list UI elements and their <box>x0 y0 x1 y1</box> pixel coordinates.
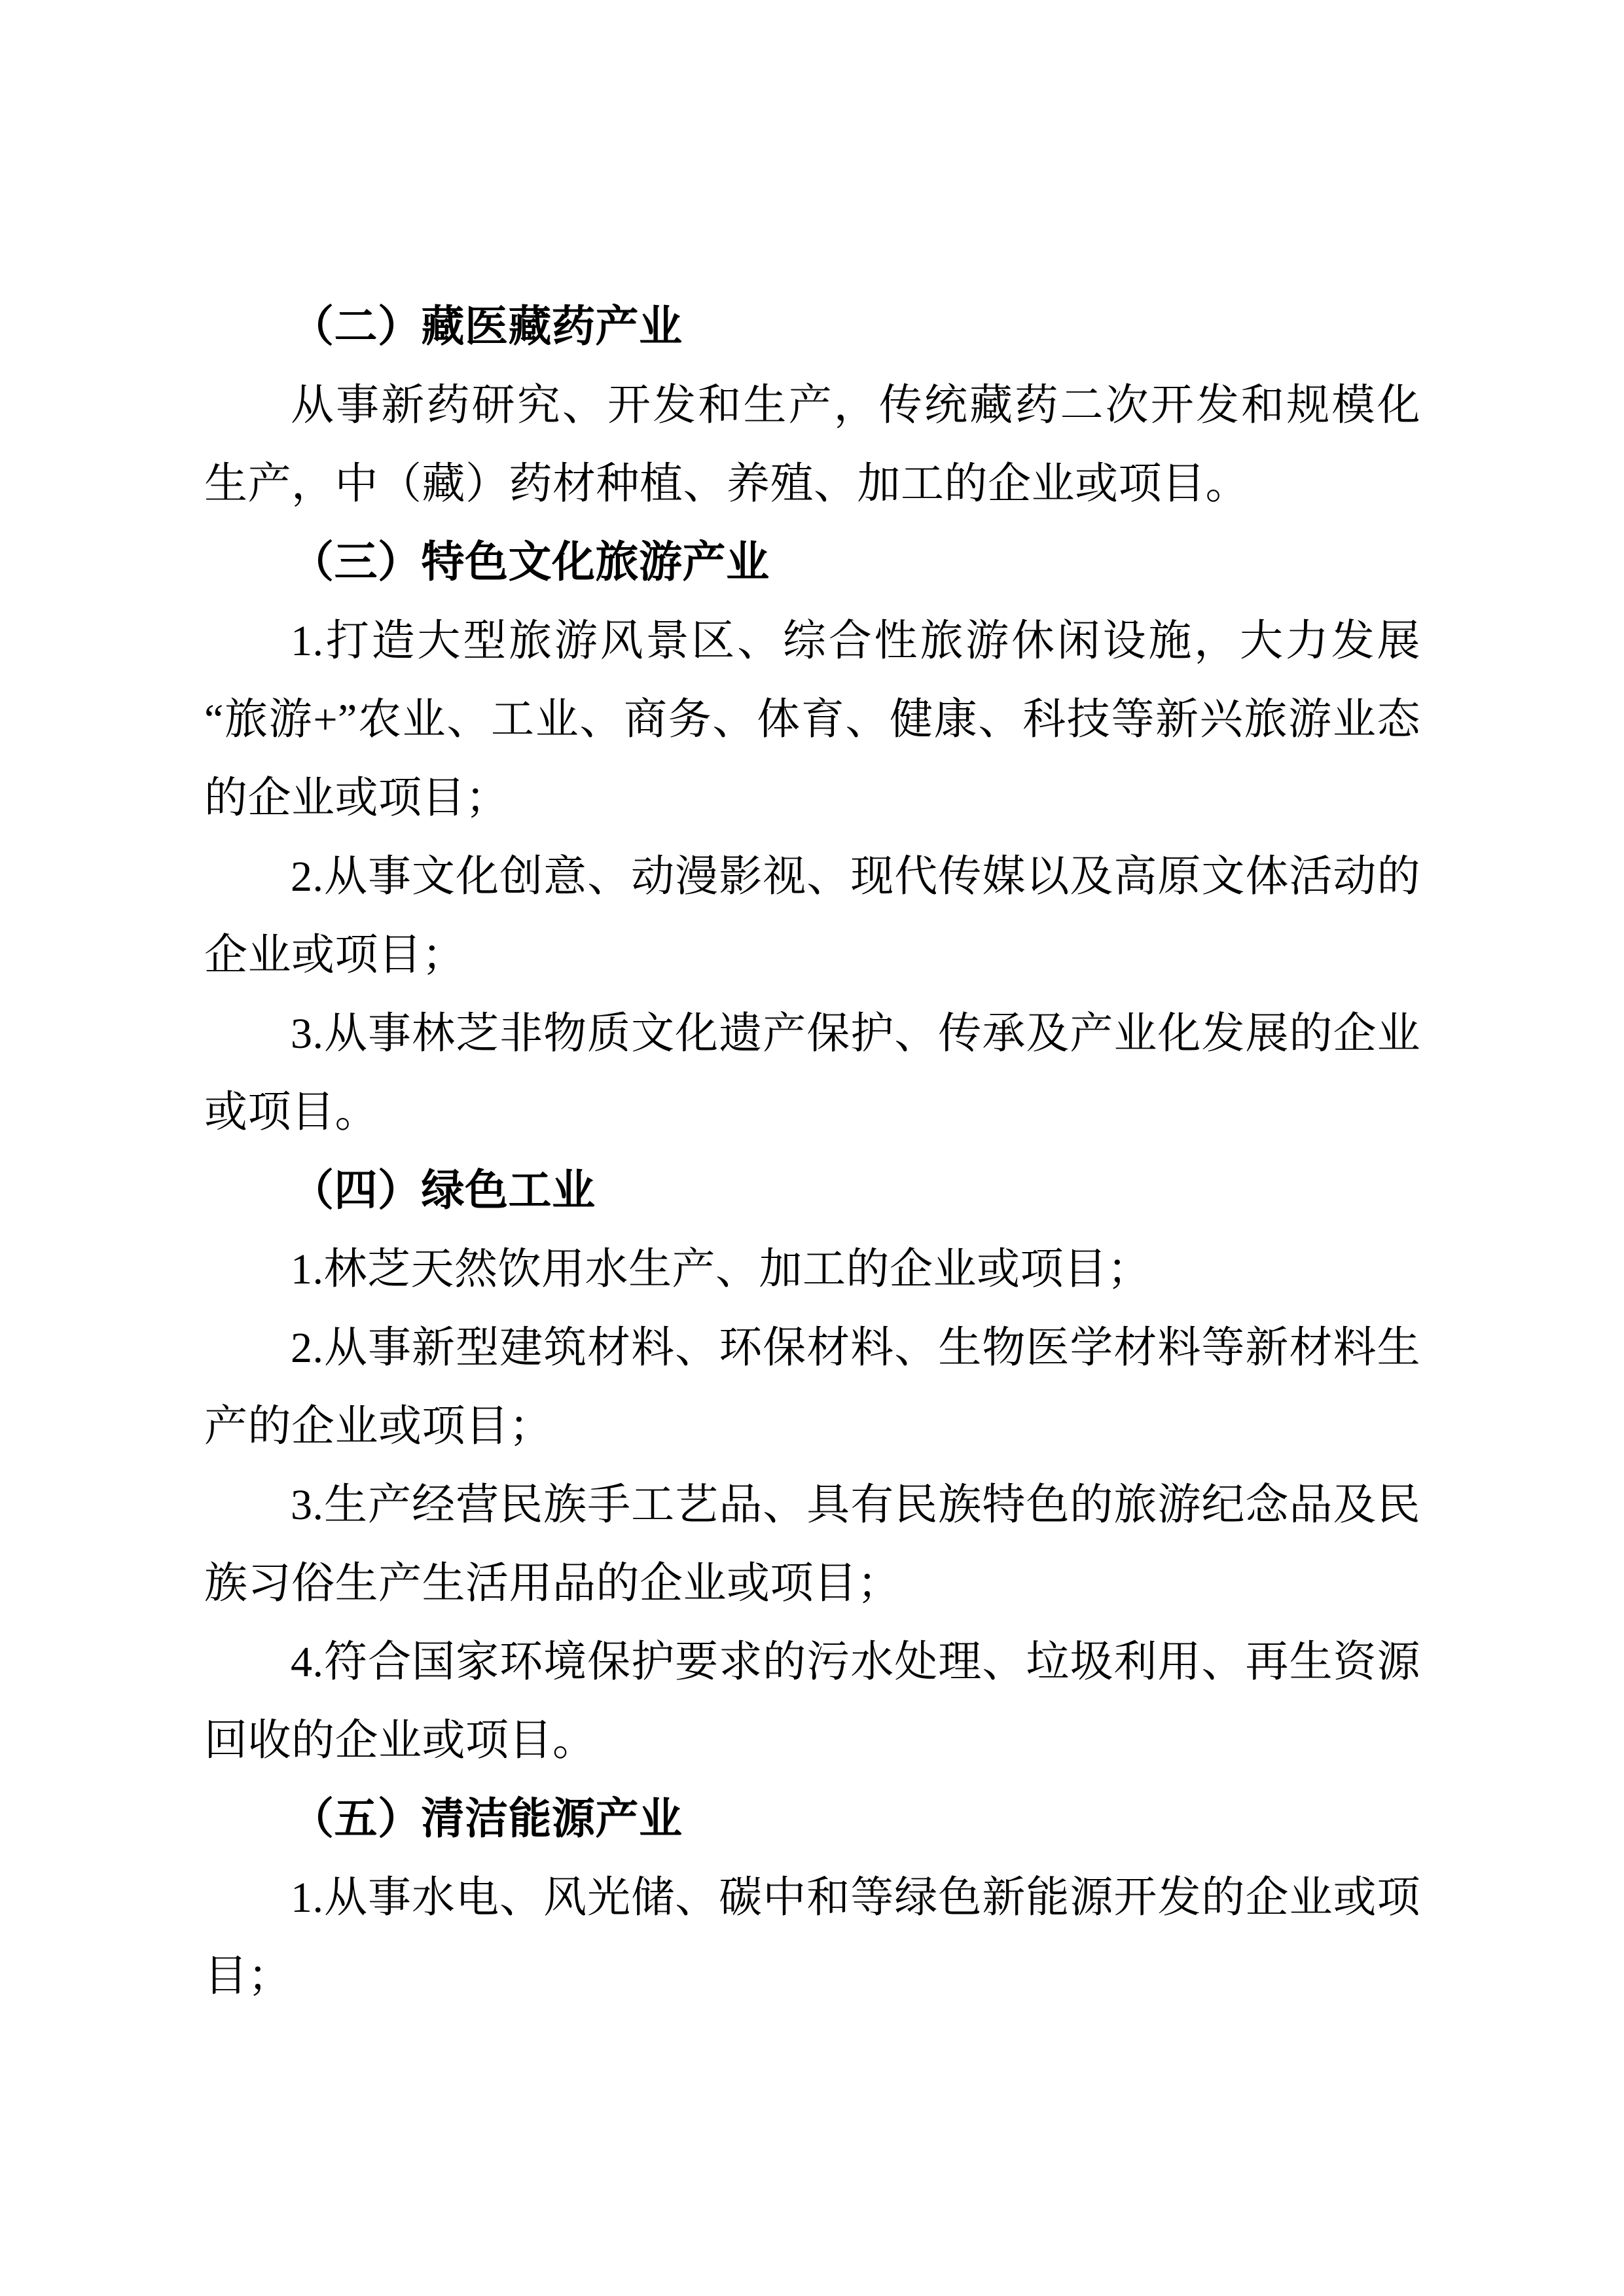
body-paragraph: 2.从事新型建筑材料、环保材料、生物医学材料等新材料生产的企业或项目； <box>204 1324 1420 1450</box>
section-heading: （四）绿色工业 <box>291 1167 596 1215</box>
body-paragraph: 1.从事水电、风光储、碳中和等绿色新能源开发的企业或项目； <box>204 1874 1420 2000</box>
body-paragraph: 1.林芝天然饮用水生产、加工的企业或项目； <box>291 1246 1151 1293</box>
body-paragraph: 4.符合国家环境保护要求的污水处理、垃圾利用、再生资源回收的企业或项目。 <box>204 1638 1420 1765</box>
document-content <box>204 288 1420 2016</box>
body-paragraph: 3.从事林芝非物质文化遗产保护、传承及产业化发展的企业或项目。 <box>204 1010 1420 1136</box>
body-paragraph: 从事新药研究、开发和生产，传统藏药二次开发和规模化生产，中（藏）药材种植、养殖、加工的企业或项目。 <box>204 382 1420 508</box>
section-heading: （五）清洁能源产业 <box>291 1795 683 1843</box>
section-heading: （二）藏医藏药产业 <box>291 303 683 351</box>
body-paragraph: 2.从事文化创意、动漫影视、现代传媒以及高原文体活动的企业或项目； <box>204 853 1420 979</box>
section-heading: （三）特色文化旅游产业 <box>291 539 770 586</box>
body-paragraph: 3.生产经营民族手工艺品、具有民族特色的旅游纪念品及民族习俗生产生活用品的企业或项目； <box>204 1481 1420 1607</box>
body-paragraph: 1.打造大型旅游风景区、综合性旅游休闲设施，大力发展“旅游+”农业、工业、商务、体育、健康、科技等新兴旅游业态的企业或项目； <box>204 617 1420 822</box>
